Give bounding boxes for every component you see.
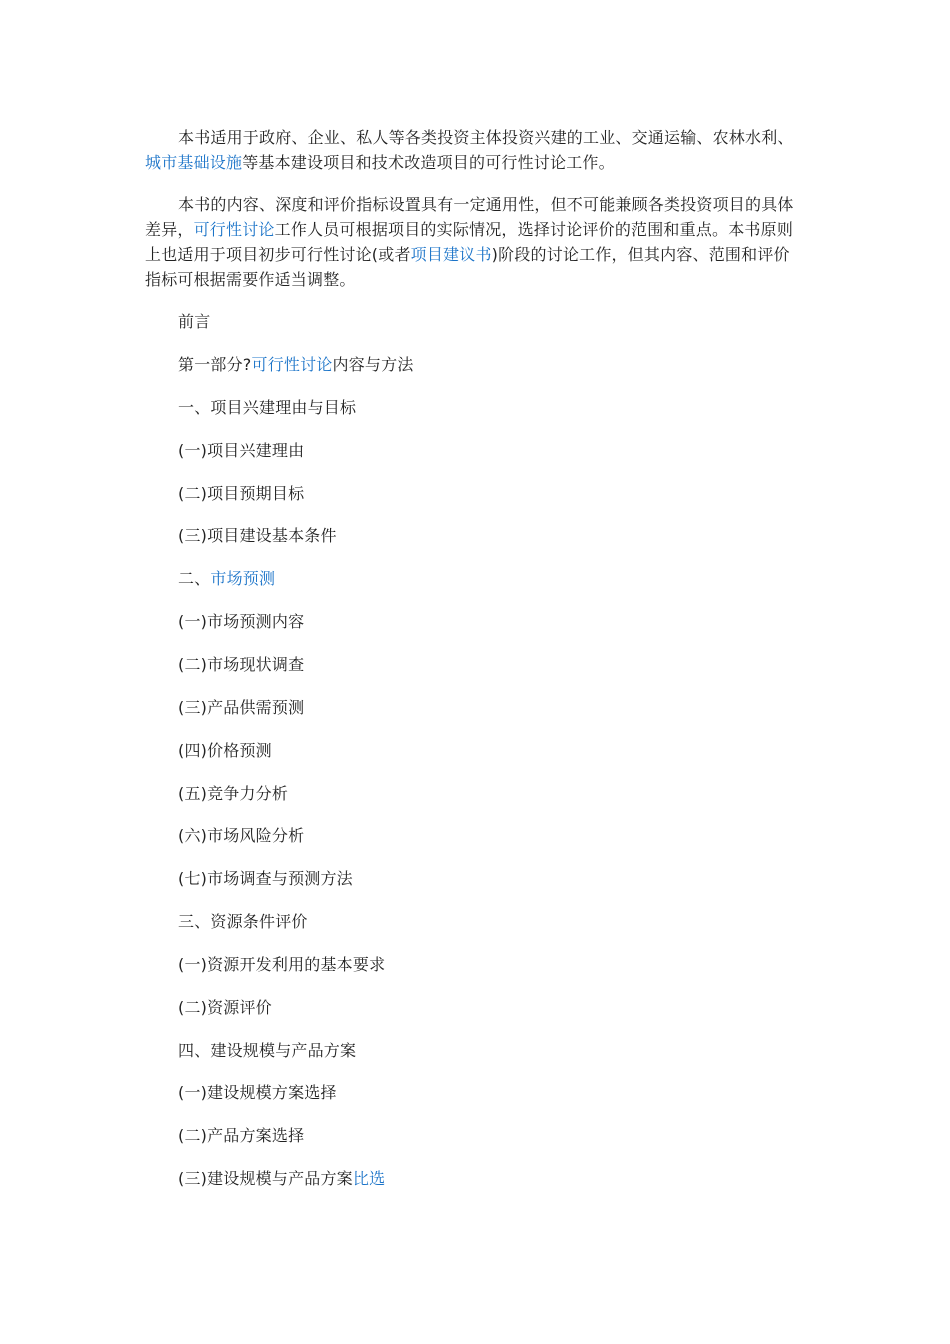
toc-item — [178, 610, 304, 634]
intro-paragraph-1 — [145, 125, 805, 175]
toc-item — [178, 996, 272, 1020]
link-project-proposal[interactable]: 项目建议书 — [410, 245, 492, 264]
text: (四)价格预测 — [178, 741, 272, 760]
text: 前言 — [178, 312, 211, 331]
text: 等基本建设项目和技术改造项目的可行性讨论工作。 — [242, 153, 615, 172]
text: 二、 — [178, 569, 211, 588]
toc-part-one — [178, 353, 414, 377]
toc-item — [178, 524, 337, 548]
toc-item — [178, 696, 304, 720]
toc-section-2 — [178, 567, 275, 591]
text: (二)产品方案选择 — [178, 1126, 305, 1145]
link-feasibility-study[interactable]: 可行性讨论 — [193, 220, 275, 239]
text: (三)项目建设基本条件 — [178, 526, 337, 545]
text: (一)资源开发利用的基本要求 — [178, 955, 386, 974]
toc-section-1 — [178, 396, 356, 420]
toc-section-4 — [178, 1039, 356, 1063]
toc-item — [178, 824, 304, 848]
text: (二)资源评价 — [178, 998, 272, 1017]
intro-paragraph-2 — [145, 192, 805, 292]
text: (七)市场调查与预测方法 — [178, 869, 353, 888]
toc-item — [178, 953, 385, 977]
toc-item — [178, 653, 304, 677]
toc-item — [178, 1081, 337, 1105]
text: (一)市场预测内容 — [178, 612, 305, 631]
toc-item — [178, 739, 272, 763]
toc-item — [178, 482, 304, 506]
text: (六)市场风险分析 — [178, 826, 305, 845]
text: 内容与方法 — [332, 355, 414, 374]
toc-item — [178, 782, 288, 806]
text: 三、资源条件评价 — [178, 912, 308, 931]
text: 一、项目兴建理由与目标 — [178, 398, 357, 417]
toc-item — [178, 439, 304, 463]
link-comparison[interactable]: 比选 — [352, 1169, 386, 1188]
toc-item — [178, 867, 353, 891]
text: )阶段的讨论工作，但其内容、范围和评价指标可根据需要作适当调整。 — [145, 245, 790, 289]
text: 四、建设规模与产品方案 — [178, 1041, 357, 1060]
text: 本书适用于政府、企业、私人等各类投资主体投资兴建的工业、交通运输、农林水利、 — [178, 128, 794, 147]
toc-item — [178, 1124, 304, 1148]
toc-item — [178, 1167, 385, 1191]
text: 第一部分? — [178, 355, 252, 374]
text: (三)建设规模与产品方案 — [178, 1169, 353, 1188]
text: 本书的内容、深度和评价指标设置具有一定通用性，但不可能兼顾各类投资项目的具体差异， — [145, 195, 794, 239]
link-feasibility-study[interactable]: 可行性讨论 — [251, 355, 333, 374]
link-market-forecast[interactable]: 市场预测 — [210, 569, 276, 588]
toc-section-3 — [178, 910, 308, 934]
text: (二)项目预期目标 — [178, 484, 305, 503]
text: (三)产品供需预测 — [178, 698, 305, 717]
link-urban-infrastructure[interactable]: 城市基础设施 — [145, 153, 243, 172]
text: (一)项目兴建理由 — [178, 441, 305, 460]
text: (五)竞争力分析 — [178, 784, 289, 803]
text: (一)建设规模方案选择 — [178, 1083, 337, 1102]
toc-preface — [178, 310, 210, 334]
text: (二)市场现状调查 — [178, 655, 305, 674]
text: 工作人员可根据项目的实际情况，选择讨论评价的范围和重点。本书原则上也适用于项目初步可行性讨论(或者 — [145, 220, 794, 264]
